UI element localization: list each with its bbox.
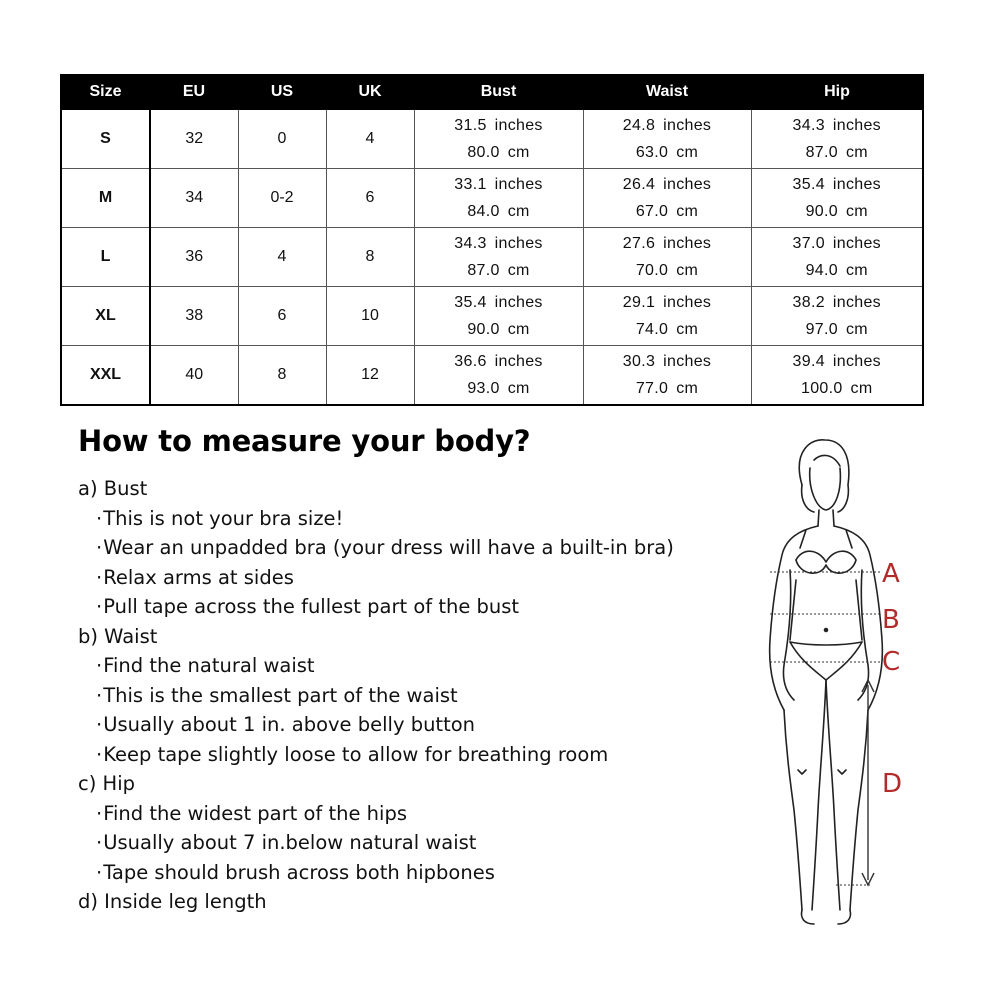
list-item <box>78 592 758 622</box>
waist-measurement <box>584 171 751 198</box>
bust-unit: inches <box>494 353 543 370</box>
waist-measurement <box>584 375 751 402</box>
table-row <box>61 228 923 287</box>
cell-uk: 6 <box>326 169 414 228</box>
header-bust: Bust <box>414 75 583 109</box>
body-figure-illustration <box>740 430 970 930</box>
bullet-dot: · <box>96 860 103 884</box>
section-label: c) Hip <box>78 772 135 795</box>
cell-us: 0 <box>238 109 326 169</box>
bullet-text: This is not your bra size! <box>103 506 344 530</box>
cell-eu: 32 <box>150 109 238 169</box>
cell-hip <box>751 109 923 169</box>
waist-unit: cm <box>676 380 699 397</box>
waist-unit: inches <box>663 117 712 134</box>
hip-measurement <box>752 139 923 166</box>
cell-uk: 12 <box>326 346 414 406</box>
bullet-dot: · <box>96 742 103 766</box>
hip-value: 97.0 <box>805 321 838 338</box>
bust-value: 80.0 <box>467 144 500 161</box>
hip-unit: cm <box>845 262 868 279</box>
cell-eu: 36 <box>150 228 238 287</box>
guide-title: How to measure your body? <box>78 424 531 458</box>
bust-value: 33.1 <box>454 176 487 193</box>
hip-measurement <box>752 112 923 139</box>
bullet-dot: · <box>96 683 103 707</box>
hip-measurement <box>752 171 923 198</box>
list-item <box>78 533 758 563</box>
header-eu: EU <box>150 75 238 109</box>
hip-unit: inches <box>832 353 881 370</box>
bust-value: 87.0 <box>467 262 500 279</box>
list-item <box>78 858 758 888</box>
cell-uk: 8 <box>326 228 414 287</box>
hip-unit: inches <box>832 176 881 193</box>
waist-value: 63.0 <box>635 144 669 161</box>
hip-value: 34.3 <box>792 117 825 134</box>
cell-eu: 38 <box>150 287 238 346</box>
hip-unit: inches <box>832 235 881 252</box>
label-a: A <box>882 559 900 589</box>
hip-value: 35.4 <box>792 176 825 193</box>
bullet-text: Find the widest part of the hips <box>103 801 407 825</box>
cell-waist <box>583 169 751 228</box>
label-c: C <box>882 647 901 677</box>
list-item <box>78 504 758 534</box>
label-b: B <box>882 605 900 635</box>
section-label: a) Bust <box>78 477 148 500</box>
hip-value: 100.0 <box>801 380 843 397</box>
hip-unit: inches <box>832 294 881 311</box>
list-item <box>78 740 758 770</box>
bullet-text: Usually about 1 in. above belly button <box>103 713 476 736</box>
list-item <box>78 681 758 711</box>
cell-bust <box>414 169 583 228</box>
hip-value: 37.0 <box>792 235 825 252</box>
bust-unit: inches <box>494 235 543 252</box>
header-size: Size <box>61 75 150 109</box>
waist-unit: cm <box>676 144 699 161</box>
bust-value: 36.6 <box>454 353 487 370</box>
bust-measurement <box>415 316 583 343</box>
bust-measurement <box>415 198 583 225</box>
waist-measurement <box>584 348 751 375</box>
cell-bust <box>414 287 583 346</box>
waist-unit: inches <box>663 353 712 370</box>
bust-value: 34.3 <box>454 235 487 252</box>
waist-unit: inches <box>663 176 712 193</box>
bust-unit: inches <box>494 176 543 193</box>
table-body <box>61 109 923 405</box>
cell-uk: 10 <box>326 287 414 346</box>
table-row <box>61 109 923 169</box>
cell-waist <box>583 228 751 287</box>
cell-size: L <box>61 228 150 287</box>
bust-measurement <box>415 348 583 375</box>
header-waist: Waist <box>583 75 751 109</box>
waist-measurement <box>584 139 751 166</box>
bullet-text: Usually about 7 in.below natural waist <box>103 831 477 854</box>
bust-unit: cm <box>507 203 530 220</box>
bust-unit: cm <box>507 321 530 338</box>
hip-measurement <box>752 198 923 225</box>
hip-unit: inches <box>832 117 881 134</box>
waist-value: 30.3 <box>622 353 656 370</box>
bust-unit: inches <box>494 294 543 311</box>
cell-bust <box>414 228 583 287</box>
waist-unit: inches <box>663 235 712 252</box>
cell-us: 4 <box>238 228 326 287</box>
bust-value: 90.0 <box>467 321 500 338</box>
waist-measurement <box>584 316 751 343</box>
cell-bust <box>414 346 583 406</box>
list-item <box>78 563 758 593</box>
guide-sections <box>78 474 758 917</box>
hip-measurement <box>752 289 923 316</box>
table-row <box>61 169 923 228</box>
waist-value: 29.1 <box>622 294 656 311</box>
hip-measurement <box>752 348 923 375</box>
cell-size: XXL <box>61 346 150 406</box>
cell-us: 0-2 <box>238 169 326 228</box>
bullet-text: Keep tape slightly loose to allow for breathing room <box>103 742 609 766</box>
hip-measurement <box>752 316 923 343</box>
hip-unit: cm <box>850 380 873 397</box>
waist-unit: cm <box>676 203 699 220</box>
waist-value: 67.0 <box>635 203 669 220</box>
section-label: d) Inside leg length <box>78 890 267 913</box>
hip-unit: cm <box>845 203 868 220</box>
hip-measurement <box>752 257 923 284</box>
waist-value: 77.0 <box>635 380 669 397</box>
waist-value: 74.0 <box>635 321 669 338</box>
waist-measurement <box>584 112 751 139</box>
waist-unit: cm <box>676 262 699 279</box>
bullet-dot: · <box>96 536 103 559</box>
bust-value: 35.4 <box>454 294 487 311</box>
bust-value: 31.5 <box>454 117 487 134</box>
bust-unit: cm <box>507 380 530 397</box>
hip-unit: cm <box>845 321 868 338</box>
cell-us: 8 <box>238 346 326 406</box>
bullet-text: Find the natural waist <box>103 654 315 677</box>
bust-measurement <box>415 375 583 402</box>
section-label: b) Waist <box>78 624 158 648</box>
cell-waist <box>583 109 751 169</box>
waist-measurement <box>584 230 751 257</box>
bust-measurement <box>415 139 583 166</box>
header-uk: UK <box>326 75 414 109</box>
cell-us: 6 <box>238 287 326 346</box>
cell-bust <box>414 109 583 169</box>
bullet-text: This is the smallest part of the waist <box>103 683 458 707</box>
bullet-dot: · <box>96 801 103 825</box>
list-item <box>78 710 758 740</box>
cell-waist <box>583 287 751 346</box>
label-d: D <box>882 769 903 799</box>
measure-guide <box>78 424 758 917</box>
waist-unit: cm <box>676 321 699 338</box>
waist-unit: inches <box>663 294 712 311</box>
cell-hip <box>751 346 923 406</box>
bullet-text: Pull tape across the fullest part of the bust <box>103 595 520 618</box>
hip-measurement <box>752 375 923 402</box>
cell-size: S <box>61 109 150 169</box>
bullet-text: Tape should brush across both hipbones <box>103 860 495 884</box>
bust-measurement <box>415 257 583 284</box>
hip-value: 39.4 <box>792 353 825 370</box>
bullet-dot: · <box>96 713 103 736</box>
bust-unit: cm <box>507 262 530 279</box>
hip-value: 94.0 <box>805 262 838 279</box>
cell-eu: 34 <box>150 169 238 228</box>
hip-unit: cm <box>845 144 868 161</box>
list-item <box>78 828 758 858</box>
table-row <box>61 346 923 406</box>
bust-measurement <box>415 289 583 316</box>
waist-value: 70.0 <box>635 262 669 279</box>
cell-size: M <box>61 169 150 228</box>
waist-value: 27.6 <box>622 235 656 252</box>
table-row <box>61 287 923 346</box>
bullet-text: Relax arms at sides <box>103 565 294 589</box>
waist-value: 24.8 <box>622 117 656 134</box>
hip-value: 38.2 <box>792 294 825 311</box>
bust-unit: inches <box>494 117 543 134</box>
bullet-dot: · <box>96 595 103 618</box>
bust-value: 93.0 <box>467 380 500 397</box>
bust-measurement <box>415 230 583 257</box>
size-chart-table <box>60 74 924 406</box>
bust-unit: cm <box>507 144 530 161</box>
cell-size: XL <box>61 287 150 346</box>
bullet-text: Wear an unpadded bra (your dress will have a built-in bra) <box>103 536 674 559</box>
bullet-dot: · <box>96 506 103 530</box>
cell-waist <box>583 346 751 406</box>
waist-measurement <box>584 257 751 284</box>
table-header-row <box>61 75 923 109</box>
cell-hip <box>751 228 923 287</box>
hip-measurement <box>752 230 923 257</box>
bullet-dot: · <box>96 565 103 589</box>
hip-value: 87.0 <box>805 144 838 161</box>
header-us: US <box>238 75 326 109</box>
cell-uk: 4 <box>326 109 414 169</box>
bullet-dot: · <box>96 831 103 854</box>
list-item <box>78 799 758 829</box>
waist-measurement <box>584 289 751 316</box>
bust-measurement <box>415 171 583 198</box>
cell-eu: 40 <box>150 346 238 406</box>
cell-hip <box>751 287 923 346</box>
cell-hip <box>751 169 923 228</box>
waist-value: 26.4 <box>622 176 656 193</box>
list-item <box>78 651 758 681</box>
bust-measurement <box>415 112 583 139</box>
body-figure-svg <box>740 430 970 930</box>
bust-value: 84.0 <box>467 203 500 220</box>
bullet-dot: · <box>96 654 103 677</box>
header-hip: Hip <box>751 75 923 109</box>
waist-measurement <box>584 198 751 225</box>
hip-value: 90.0 <box>805 203 838 220</box>
